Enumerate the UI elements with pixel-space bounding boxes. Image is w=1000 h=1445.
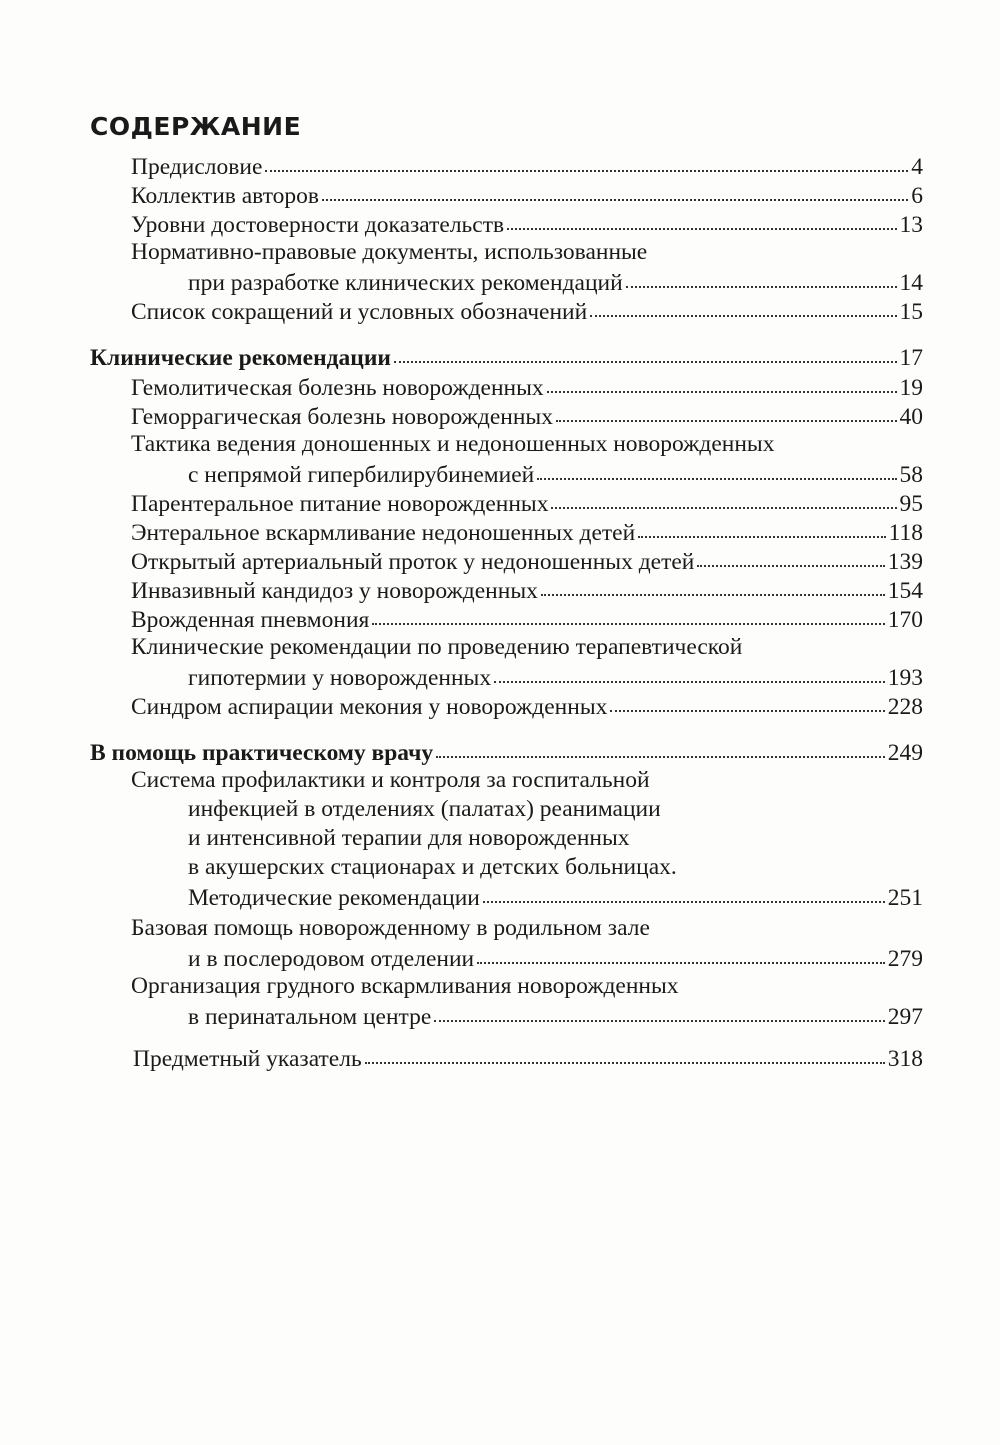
toc-entry-line1[interactable]: Клинические рекомендации по проведению терапевтической [131,634,743,660]
toc-entry-regulations[interactable] [188,266,923,296]
toc-entry-authors[interactable] [131,179,923,209]
toc-entry[interactable] [188,661,923,691]
toc-entry[interactable] [131,516,923,546]
dot-leader [541,572,885,596]
toc-entry-page: 14 [899,270,923,296]
toc-entry-index[interactable] [133,1042,923,1072]
toc-section-clinical-guidelines[interactable] [90,341,923,371]
toc-entry-preface[interactable] [131,150,923,180]
toc-entry-page: 318 [887,1046,923,1072]
toc-entry-page: 297 [887,1004,923,1030]
dot-leader [547,369,897,393]
dot-leader [626,264,897,288]
toc-section-page: 249 [887,740,923,766]
toc-entry-title: Открытый артериальный проток у недоношенных детей [131,549,695,575]
toc-entry-page: 193 [887,665,923,691]
page-title: СОДЕРЖАНИЕ [90,112,302,141]
dot-leader [697,543,884,567]
toc-entry-page: 279 [887,946,923,972]
dot-leader [477,940,885,964]
toc-entry[interactable] [188,1000,923,1030]
toc-entry[interactable] [188,881,923,911]
dot-leader [551,485,896,509]
toc-section-page: 17 [899,345,923,371]
toc-section-practical-help[interactable] [90,736,923,766]
toc-entry-title: Уровни достоверности доказательств [131,212,505,238]
toc-entry-title: Гемолитическая болезнь новорожденных [131,375,544,401]
dot-leader [365,1040,885,1064]
toc-entry-line1[interactable]: Организация грудного вскармливания новорожденных [131,973,679,999]
dot-leader [265,148,908,172]
toc-entry-title: Список сокращений и условных обозначений [131,299,588,325]
dot-leader [394,339,897,363]
toc-entry-title: с непрямой гипербилирубинемией [188,462,535,488]
toc-entry-title: гипотермии у новорожденных [188,665,492,691]
toc-entry[interactable] [131,603,923,633]
toc-entry-page: 4 [911,154,923,180]
toc-entry-title: Геморрагическая болезнь новорожденных [131,404,553,430]
toc-entry-page: 154 [887,578,923,604]
toc-entry-line1[interactable]: Тактика ведения доношенных и недоношенных новорожденных [131,431,775,457]
toc-entry-abbreviations[interactable] [131,295,923,325]
dot-leader [590,293,896,317]
toc-section-title: Клинические рекомендации [90,345,391,371]
toc-entry-title: Врожденная пневмония [131,607,370,633]
toc-entry-page: 170 [887,607,923,633]
toc-entry[interactable] [188,458,923,488]
toc-section-title: В помощь практическому врачу [90,740,434,766]
toc-entry-page: 40 [899,404,923,430]
toc-entry-evidence-levels[interactable] [131,208,923,238]
dot-leader [483,879,885,903]
dot-leader [322,177,908,201]
dot-leader [537,456,896,480]
toc-entry-page: 95 [899,491,923,517]
toc-entry-page: 228 [887,694,923,720]
toc-entry-line1[interactable]: Система профилактики и контроля за госпитальной [131,767,650,793]
toc-entry-title: Инвазивный кандидоз у новорожденных [131,578,538,604]
toc-entry-title: Коллектив авторов [131,183,319,209]
toc-entry-page: 118 [888,520,923,546]
toc-entry-line3[interactable]: и интенсивной терапии для новорожденных [188,825,630,851]
dot-leader [610,688,884,712]
toc-entry[interactable] [131,487,923,517]
toc-entry-title: Синдром аспирации мекония у новорожденных [131,694,608,720]
toc-entry-line1[interactable]: Базовая помощь новорожденному в родильном зале [131,915,650,941]
toc-entry-page: 13 [899,212,923,238]
toc-entry[interactable] [131,371,923,401]
dot-leader [372,601,884,625]
toc-entry-page: 139 [887,549,923,575]
dot-leader [434,998,884,1022]
toc-entry-page: 6 [911,183,923,209]
toc-entry-line4[interactable]: в акушерских стационарах и детских больницах. [188,854,677,880]
dot-leader [638,514,885,538]
toc-entry-title: Методические рекомендации [188,885,480,911]
toc-entry-page: 251 [887,885,923,911]
toc-entry-title: и в послеродовом отделении [188,946,475,972]
toc-entry[interactable] [188,942,923,972]
dot-leader [494,659,885,683]
toc-entry-page: 19 [899,375,923,401]
toc-entry-title: Энтеральное вскармливание недоношенных детей [131,520,636,546]
toc-entry[interactable] [131,690,923,720]
toc-entry-title: в перинатальном центре [188,1004,432,1030]
toc-entry-page: 58 [899,462,923,488]
toc-entry-line2[interactable]: инфекцией в отделениях (палатах) реанимации [188,796,661,822]
toc-entry[interactable] [131,574,923,604]
toc-entry[interactable] [131,400,923,430]
toc-entry-regulations-line1[interactable]: Нормативно-правовые документы, использованные [131,239,648,265]
toc-entry[interactable] [131,545,923,575]
dot-leader [436,734,885,758]
dot-leader [507,206,896,230]
toc-entry-title: при разработке клинических рекомендаций [188,270,623,296]
toc-entry-page: 15 [899,299,923,325]
toc-entry-title: Парентеральное питание новорожденных [131,491,549,517]
dot-leader [556,398,897,422]
toc-entry-title: Предисловие [131,154,263,180]
toc-entry-title: Предметный указатель [133,1046,362,1072]
